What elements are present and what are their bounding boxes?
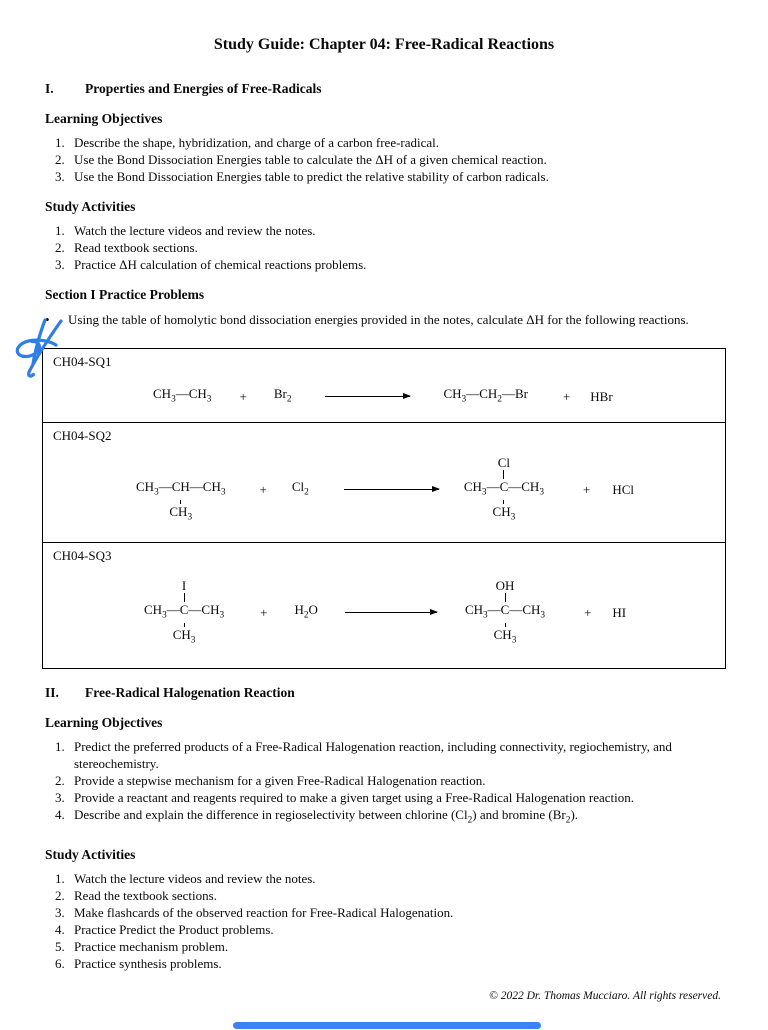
bond-line bbox=[503, 470, 504, 479]
list-item: 2. Read textbook sections. bbox=[68, 239, 723, 256]
bullet-marker: • bbox=[45, 312, 50, 327]
section-2-study-activities-heading: Study Activities bbox=[45, 846, 136, 862]
reaction-arrow-icon bbox=[344, 489, 439, 490]
reaction-equation bbox=[43, 423, 725, 542]
section-1-title: Properties and Energies of Free-Radicals bbox=[85, 81, 322, 96]
section-1-heading bbox=[45, 81, 723, 97]
list-item: 3. Provide a reactant and reagents required to make a given target using a Free-Radical Halogenation reaction. bbox=[68, 789, 723, 806]
top-substituent-slot bbox=[498, 454, 510, 479]
main-chain: $CH_3—C—CH_3$ bbox=[464, 601, 546, 621]
list-item: 2. Use the Bond Dissociation Energies table to calculate the ΔH of a given chemical reaction. bbox=[68, 151, 723, 168]
section-2-study-activities-list bbox=[45, 870, 723, 972]
problem-id: CH04-SQ2 bbox=[53, 428, 112, 443]
main-chain: $CH_3—C—CH_3$ bbox=[144, 601, 225, 621]
reactant-structure bbox=[136, 454, 226, 526]
problem-id: CH04-SQ3 bbox=[53, 548, 112, 563]
practice-problems-table bbox=[42, 348, 726, 669]
top-substituent-slot bbox=[496, 577, 515, 602]
problem-row-sq2 bbox=[43, 422, 725, 542]
bottom-substituent: $CH_3$ bbox=[493, 626, 517, 646]
reactant-formula: $CH_3—CH_3$ bbox=[153, 385, 212, 405]
bond-line bbox=[505, 593, 506, 602]
practice-instruction bbox=[45, 312, 723, 328]
copyright-notice: © 2022 Dr. Thomas Mucciaro. All rights reserved. bbox=[489, 990, 721, 1002]
bottom-substituent-slot bbox=[173, 623, 196, 648]
bottom-substituent: $CH_3$ bbox=[492, 503, 516, 523]
product-formula: $CH_3—CH_2—Br$ bbox=[443, 385, 528, 405]
section-2-numeral: II. bbox=[45, 685, 59, 700]
section-1-practice-problems-heading: Section I Practice Problems bbox=[45, 287, 205, 302]
reactant-structure bbox=[144, 577, 224, 649]
section-1-study-activities-list bbox=[45, 222, 723, 273]
reaction-arrow-icon bbox=[325, 396, 410, 397]
problem-row-sq3 bbox=[43, 542, 725, 668]
list-item: 2. Provide a stepwise mechanism for a given Free-Radical Halogenation reaction. bbox=[68, 772, 723, 789]
plus-sign: + bbox=[259, 482, 267, 497]
byproduct-formula: HBr bbox=[590, 389, 613, 404]
top-substituent-slot bbox=[182, 577, 186, 602]
plus-sign: + bbox=[260, 605, 268, 620]
list-item: 1. Watch the lecture videos and review the notes. bbox=[68, 870, 723, 887]
byproduct-formula: HCl bbox=[612, 482, 634, 497]
list-item: 4. Practice Predict the Product problems. bbox=[68, 921, 723, 938]
reagent-formula: $Br_2$ bbox=[273, 385, 292, 405]
list-item: 4. Describe and explain the difference in regioselectivity between chlorine $(Cl_2)$ and bromine $(Br_2)$. bbox=[68, 806, 723, 830]
page-title: Study Guide: Chapter 04: Free-Radical Reactions bbox=[213, 36, 555, 53]
list-item: 2. Read the textbook sections. bbox=[68, 887, 723, 904]
list-item: 5. Practice mechanism problem. bbox=[68, 938, 723, 955]
section-1-learning-objectives-heading: Learning Objectives bbox=[45, 111, 163, 126]
bottom-substituent-slot bbox=[169, 500, 192, 525]
list-item: 1. Describe the shape, hybridization, and charge of a carbon free-radical. bbox=[68, 134, 723, 151]
list-item: 3. Practice ΔH calculation of chemical reactions problems. bbox=[68, 256, 723, 273]
section-2-heading bbox=[45, 685, 723, 701]
practice-instruction-text: Using the table of homolytic bond dissociation energies provided in the notes, calculate ΔH for the following reactions. bbox=[68, 312, 689, 327]
reagent-formula: $Cl_2$ bbox=[291, 478, 309, 498]
problem-id: CH04-SQ1 bbox=[53, 354, 112, 369]
document-page bbox=[0, 36, 768, 972]
reagent-formula: $H_2O$ bbox=[294, 601, 318, 621]
list-item: 6. Practice synthesis problems. bbox=[68, 955, 723, 972]
section-2-learning-objectives-list bbox=[45, 738, 723, 830]
plus-sign: + bbox=[582, 482, 591, 497]
plus-sign: + bbox=[562, 389, 571, 404]
bottom-substituent: $CH_3$ bbox=[172, 626, 196, 646]
main-chain: $CH_3—CH—CH_3$ bbox=[136, 478, 226, 498]
product-structure bbox=[464, 454, 544, 526]
list-item: 1. Predict the preferred products of a Free-Radical Halogenation reaction, including connectivity, regiochemistry, and stereochemistry. bbox=[68, 738, 723, 772]
section-2-title: Free-Radical Halogenation Reaction bbox=[85, 685, 295, 700]
reaction-equation bbox=[43, 349, 725, 422]
section-2-learning-objectives-heading: Learning Objectives bbox=[45, 715, 163, 730]
byproduct-formula: HI bbox=[612, 605, 627, 620]
list-item: 3. Use the Bond Dissociation Energies table to predict the relative stability of carbon radicals. bbox=[68, 168, 723, 185]
list-item: 1. Watch the lecture videos and review the notes. bbox=[68, 222, 723, 239]
reaction-equation bbox=[43, 543, 725, 668]
bottom-substituent-slot bbox=[493, 500, 516, 525]
product-structure bbox=[465, 577, 545, 649]
main-chain: $CH_3—C—CH_3$ bbox=[463, 478, 544, 498]
top-substituent: OH bbox=[495, 577, 515, 593]
top-substituent: Cl bbox=[497, 454, 511, 470]
problem-row-sq1 bbox=[43, 349, 725, 422]
plus-sign: + bbox=[584, 605, 592, 620]
home-indicator-bar[interactable] bbox=[233, 1022, 541, 1029]
bottom-substituent: $CH_3$ bbox=[169, 503, 193, 523]
bond-line bbox=[184, 593, 185, 602]
list-item: 3. Make flashcards of the observed reaction for Free-Radical Halogenation. bbox=[68, 904, 723, 921]
handwritten-star-annotation-icon bbox=[13, 318, 65, 378]
section-1-numeral: I. bbox=[45, 81, 54, 96]
top-substituent: I bbox=[181, 577, 187, 593]
reaction-arrow-icon bbox=[345, 612, 437, 613]
section-1-learning-objectives-list bbox=[45, 134, 723, 185]
bottom-substituent-slot bbox=[494, 623, 517, 648]
section-1-study-activities-heading: Study Activities bbox=[45, 199, 136, 214]
plus-sign: + bbox=[239, 389, 247, 404]
